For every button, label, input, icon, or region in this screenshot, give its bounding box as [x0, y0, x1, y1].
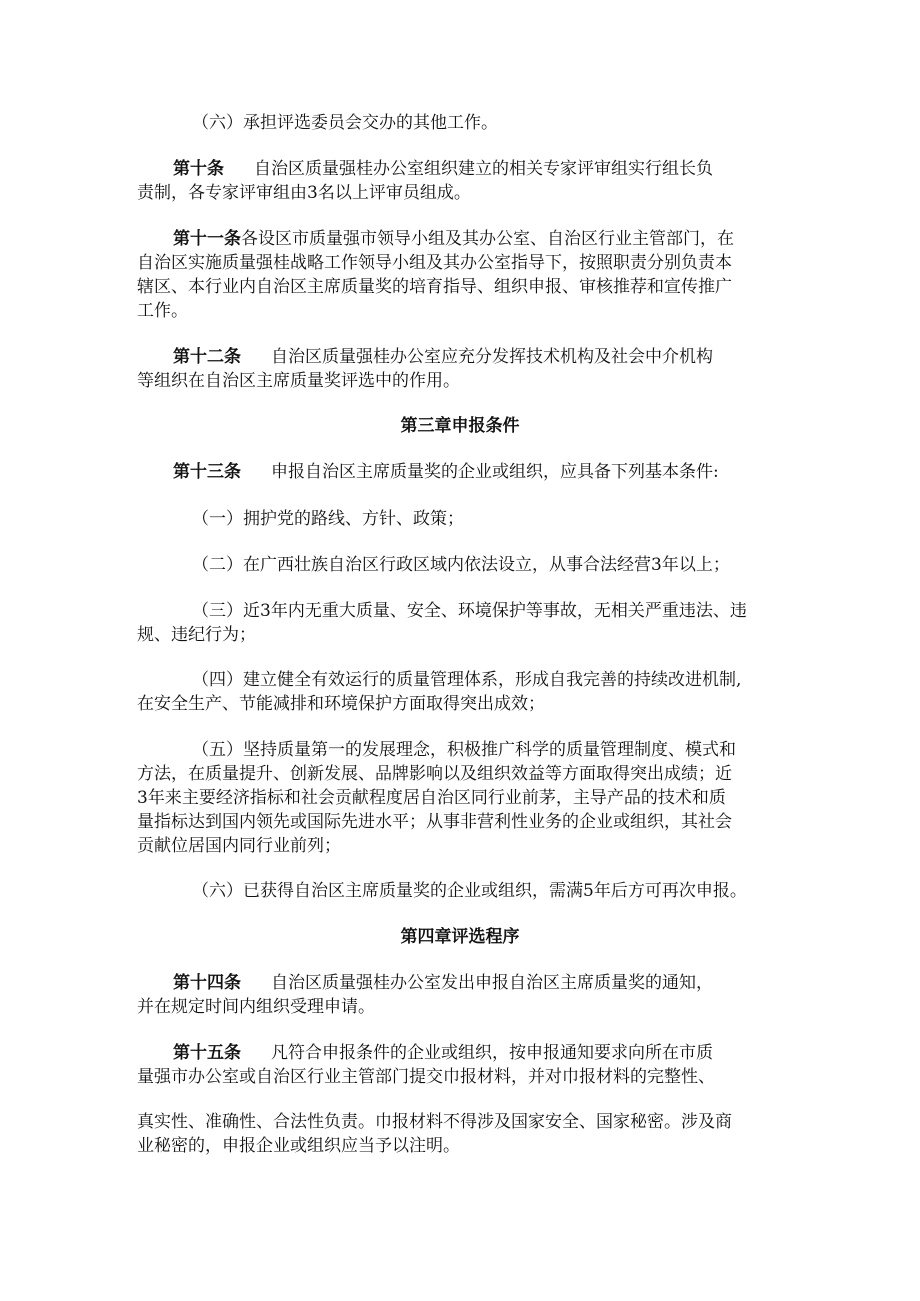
- chapter-3-heading: 第三章申报条件: [400, 416, 520, 436]
- article-15-line-2: 量强市办公室或自治区行业主管部门提交巾报材料，并对巾报材料的完整性、: [137, 1067, 715, 1087]
- condition-5-line-1: （五）坚持质量第一的发展理念，积极推广科学的质量管理制度、模式和: [192, 740, 736, 760]
- article-11-label: 第十一条: [173, 229, 241, 249]
- condition-5-line-3: 3年来主要经济指标和社会贡献程度居自治区同行业前茅，主导产品的技术和质: [137, 788, 726, 808]
- condition-3-line-2: 规、违纪行为；: [137, 625, 256, 645]
- article-12-line-2: 等组织在自治区主席质量奖评选中的作用。: [137, 371, 460, 391]
- article-10-label: 第十条: [173, 159, 224, 179]
- article-11-line-1: 第十一条各设区市质量强市领导小组及其办公室、自治区行业主管部门，在: [173, 229, 734, 249]
- item-6-committee: （六）承担评选委员会交办的其他工作。: [192, 113, 498, 133]
- article-14-line-2: 并在规定时间内组织受理申请。: [137, 997, 375, 1017]
- condition-4-line-1: （四）建立健全有效运行的质量管理体系，形成自我完善的持续改进机制,: [192, 670, 742, 690]
- condition-3-line-1: （三）近3年内无重大质量、安全、环境保护等事故，无相关严重违法、违: [192, 601, 747, 621]
- condition-1: （一）拥护党的路线、方针、政策；: [192, 509, 464, 529]
- article-10-line-2: 责制，各专家评审组由3名以上评审员组成。: [137, 183, 471, 203]
- article-14-label: 第十四条: [173, 973, 241, 993]
- article-13-line-1: 第十三条 申报自治区主席质量奖的企业或组织，应具备下列基本条件:: [173, 462, 719, 482]
- condition-2: （二）在广西壮族自治区行政区域内依法设立，从事合法经营3年以上；: [192, 555, 730, 575]
- article-11-line-4: 工作。: [137, 301, 188, 321]
- article-12-line-1: 第十二条 自治区质量强桂办公室应充分发挥技术机构及社会中介机构: [173, 347, 713, 367]
- article-14-line-1: 第十四条 自治区质量强桂办公室发出申报自治区主席质量奖的通知，: [173, 973, 713, 993]
- article-15-line-1: 第十五条 凡符合申报条件的企业或组织，按申报通知要求向所在市质: [173, 1043, 713, 1063]
- condition-5-line-4: 量指标达到国内领先或国际先进水平；从事非营利性业务的企业或组织，其社会: [137, 812, 732, 832]
- article-11-line-2: 自治区实施质量强桂战略工作领导小组及其办公室指导下，按照职责分别负责本: [137, 253, 732, 273]
- article-15-label: 第十五条: [173, 1043, 241, 1063]
- article-10-line-1: 第十条 自治区质量强桂办公室组织建立的相关专家评审组实行组长负: [173, 159, 713, 179]
- article-11-line-3: 辖区、本行业内自治区主席质量奖的培育指导、组织申报、审核推荐和宣传推广: [137, 277, 732, 297]
- condition-6: （六）已获得自治区主席质量奖的企业或组织，需满5年后方可再次申报。: [192, 881, 747, 901]
- article-15-line-3: 真实性、准确性、合法性负责。巾报材料不得涉及国家安全、国家秘密。涉及商: [137, 1112, 732, 1132]
- condition-5-line-5: 贡献位居国内同行业前列；: [137, 836, 341, 856]
- article-13-label: 第十三条: [173, 462, 241, 482]
- chapter-4-heading: 第四章评选程序: [400, 927, 520, 947]
- condition-4-line-2: 在安全生产、节能减排和环境保护方面取得突出成效；: [137, 694, 545, 714]
- article-12-label: 第十二条: [173, 347, 241, 367]
- article-15-line-4: 业秘密的，申报企业或组织应当予以注明。: [137, 1136, 460, 1156]
- condition-5-line-2: 方法，在质量提升、创新发展、品牌影响以及组织效益等方面取得突出成绩；近: [137, 764, 732, 784]
